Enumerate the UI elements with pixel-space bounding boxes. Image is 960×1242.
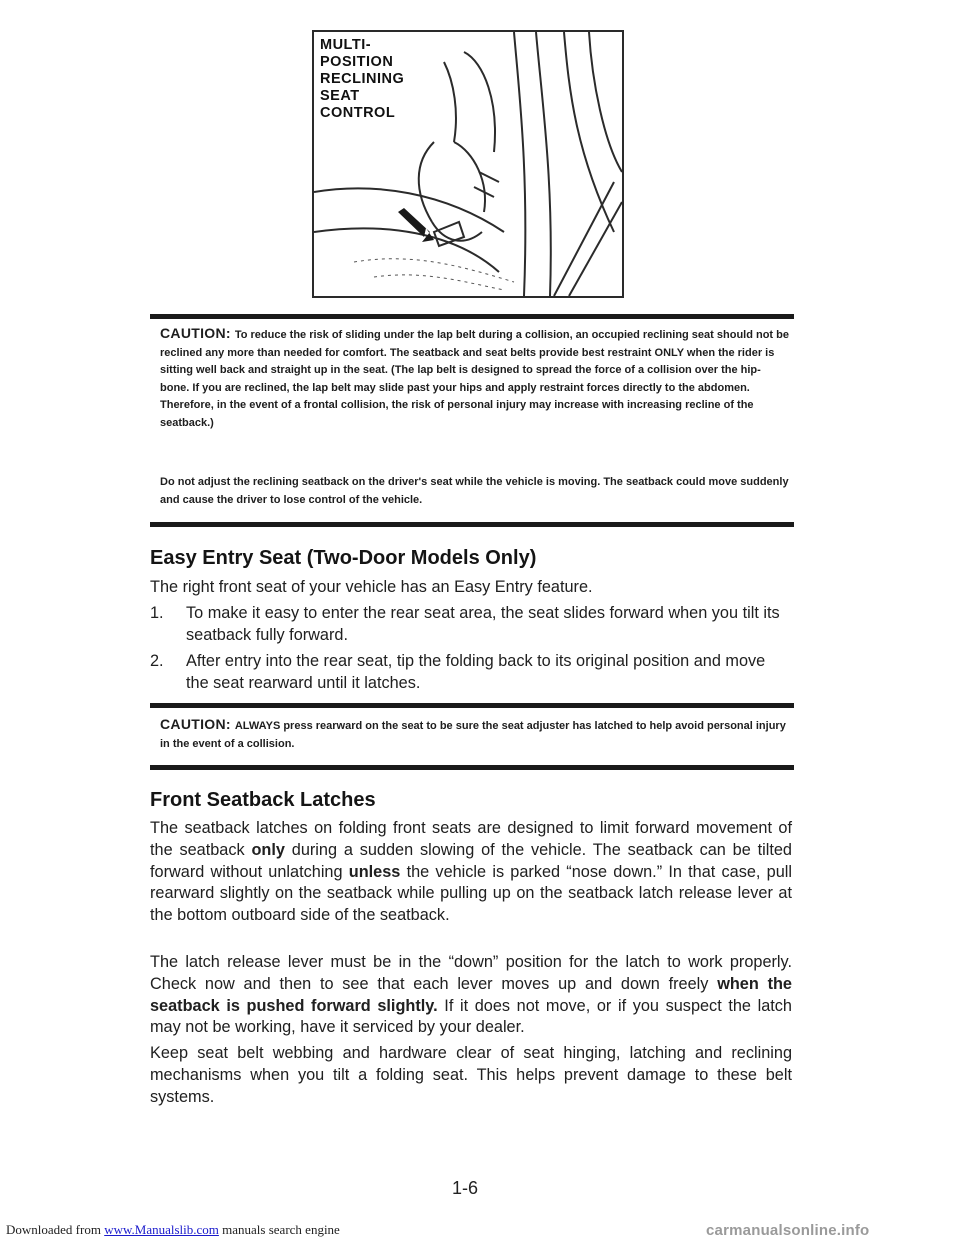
divider	[150, 522, 794, 527]
seat-control-illustration	[312, 30, 624, 298]
page-number: 1-6	[452, 1178, 479, 1198]
footer-suffix: manuals search engine	[218, 1222, 340, 1237]
text-run: The latch release lever must be in the “down” position for the latch to work properly. Check now and then to see that each lever moves up and down freely	[150, 953, 792, 993]
manualslib-link[interactable]: www.Manualslib.com	[104, 1222, 219, 1237]
divider	[150, 765, 794, 770]
caution-recline	[160, 325, 790, 432]
divider	[150, 314, 794, 319]
section-heading-easy-entry: Easy Entry Seat (Two-Door Models Only)	[150, 547, 537, 569]
caution-text: ALWAYS press rearward on the seat to be sure the seat adjuster has latched to help avoid personal injury in the event of a collision.	[160, 720, 786, 750]
front-latches-paragraph-3: Keep seat belt webbing and hardware clear of seat hinging, latching and reclining mechanisms when you tilt a folding seat. This helps prevent damage to these belt systems.	[150, 1044, 792, 1106]
list-item	[150, 603, 792, 647]
arrow-icon	[398, 208, 434, 242]
caution-note: Do not adjust the reclining seatback on the driver's seat while the vehicle is moving. The seatback could move suddenly and cause the driver to lose control of the vehicle.	[160, 476, 789, 506]
watermark-logo: carmanualsonline.info	[706, 1222, 870, 1239]
list-text: After entry into the rear seat, tip the folding back to its original position and move the seat rearward until it latches.	[186, 652, 766, 692]
section-heading-front-latches: Front Seatback Latches	[150, 789, 376, 811]
list-text: To make it easy to enter the rear seat area, the seat slides forward when you tilt its seatback fully forward.	[186, 604, 780, 644]
caution-text: To reduce the risk of sliding under the lap belt during a collision, an occupied reclining seat should not be reclined any more than needed for comfort. The seatback and seat belts provide best restraint ONLY when the rider is sitting well back and straight up in the seat. (The lap belt is designed to spread the force of a collision over the hip-bone. If you are reclined, the lap belt may slide past your hips and apply restraint forces directly to the abdomen. Therefore, in the event of a frontal collision, the risk of personal injury may increase with increasing recline of the seatback.)	[160, 329, 789, 429]
front-latches-paragraph-1	[150, 818, 792, 927]
emphasis-unless: unless	[348, 862, 401, 881]
caution-latch	[160, 716, 790, 753]
text-run: the vehicle is parked “nose down.” In that case, pull rearward slightly on the seatback while pulling up on the seatback latch release lever at the bottom outboard side of the seatback.	[150, 862, 792, 925]
text-run: The seatback latches on folding front seats are designed to limit forward movement of the seatback	[150, 819, 792, 859]
list-number: 1.	[150, 604, 164, 622]
list-item	[150, 651, 792, 695]
emphasis-only: only	[251, 840, 285, 859]
footer-prefix: Downloaded from	[6, 1222, 105, 1237]
caution-label: CAUTION:	[160, 325, 231, 341]
list-number: 2.	[150, 652, 164, 670]
caution-label: CAUTION:	[160, 716, 231, 732]
text-run: If it does not move, or if you suspect the latch may not be working, have it serviced by your dealer.	[150, 996, 792, 1037]
download-footer	[6, 1222, 340, 1238]
easy-entry-intro: The right front seat of your vehicle has an Easy Entry feature.	[150, 578, 593, 596]
emphasis-pushed-forward: when the seatback is pushed forward slightly.	[150, 974, 792, 1015]
divider	[150, 703, 794, 708]
figure-label: MULTI- POSITION RECLINING SEAT CONTROL	[320, 37, 405, 121]
front-latches-paragraph-2	[150, 952, 792, 1039]
text-run: during a sudden slowing of the vehicle. The seatback can be tilted forward without unlatching	[150, 840, 792, 881]
